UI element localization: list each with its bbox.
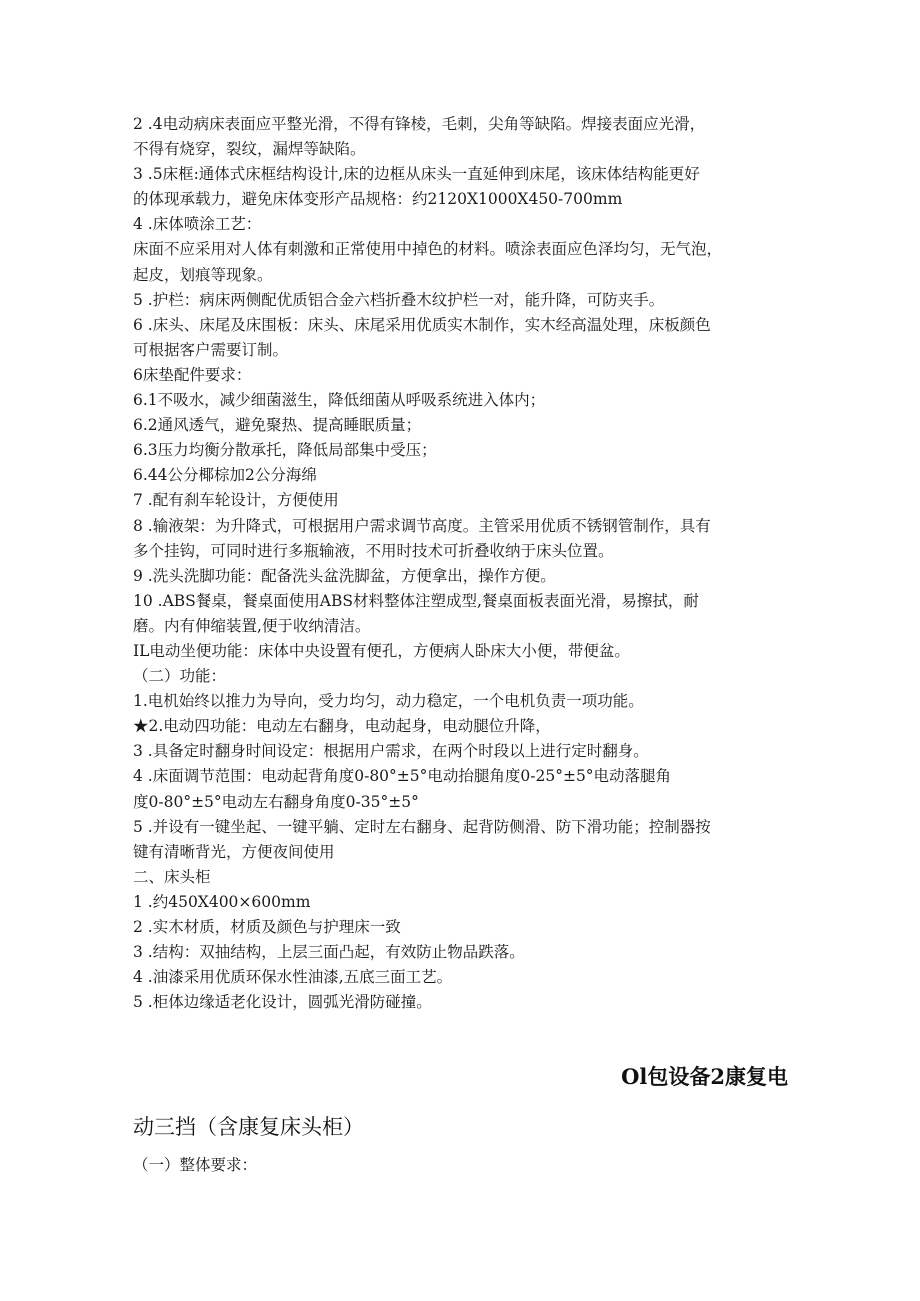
text-line: 2 .4电动病床表面应平整光滑，不得有锋棱，毛刺，尖角等缺陷。焊接表面应光滑， xyxy=(133,115,706,133)
text-line: 磨。内有伸缩装置,便于收纳清洁。 xyxy=(133,616,371,635)
text-line: 度0-80°±5°电动左右翻身角度0-35°±5° xyxy=(133,792,419,811)
text-line: 多个挂钩，可同时进行多瓶输液，不用时技术可折叠收纳于床头位置。 xyxy=(133,541,614,560)
text-line: 8 .输液架：为升降式，可根据用户需求调节高度。主管采用优质不锈钢管制作，具有 xyxy=(133,516,711,535)
text-line: 可根据客户需要订制。 xyxy=(133,340,289,359)
text-line: 6.3压力均衡分散承托，降低局部集中受压； xyxy=(133,441,437,460)
text-line: 7 .配有刹车轮设计，方便使用 xyxy=(133,491,339,510)
text-line: （二）功能： xyxy=(133,667,227,686)
text-line: 4 .油漆采用优质环保水性油漆,五底三面工艺。 xyxy=(133,968,453,987)
text-line: 的体现承载力，避免床体变形产品规格：约2120X1000X450-700mm xyxy=(133,190,623,209)
text-line: 1 .约450X400×600mm xyxy=(133,892,311,911)
text-line: 键有清晰背光，方便夜间使用 xyxy=(133,842,335,861)
text-line: ★2.电动四功能：电动左右翻身，电动起身，电动腿位升降， xyxy=(133,717,551,736)
text-line: 9 .洗头洗脚功能：配备洗头盆洗脚盆，方便拿出，操作方便。 xyxy=(133,566,556,585)
text-line: 6 .床头、床尾及床围板：床头、床尾采用优质实木制作，实木经高温处理，床板颜色 xyxy=(133,315,711,334)
text-line: 床面不应采用对人体有刺激和正常使用中掉色的材料。喷涂表面应色泽均匀，无气泡， xyxy=(133,240,723,259)
section-heading-left: 动三挡（含康复床头柜） xyxy=(133,1115,364,1139)
text-line: 3 .具备定时翻身时间设定：根据用户需求，在两个时段以上进行定时翻身。 xyxy=(133,742,649,761)
text-line: 二、床头柜 xyxy=(133,867,211,886)
text-line: 不得有烧穿，裂纹，漏焊等缺陷。 xyxy=(133,140,366,159)
text-line: 5 .护栏：病床两侧配优质铝合金六档折叠木纹护栏一对，能升降，可防夹手。 xyxy=(133,290,665,309)
text-line: 3 .结构：双抽结构，上层三面凸起，有效防止物品跌落。 xyxy=(133,943,525,962)
text-line: 4 .床体喷涂工艺： xyxy=(133,215,262,234)
text-line: 6.44公分椰棕加2公分海绵 xyxy=(133,466,317,485)
text-line: 3 .5床框:通体式床框结构设计,床的边框从床头一直延伸到床尾，该床体结构能更好 xyxy=(133,165,700,184)
text-line: 6.1不吸水，减少细菌滋生，降低细菌从呼吸系统进入体内； xyxy=(133,391,546,410)
text-line: 5 .柜体边缘适老化设计，圆弧光滑防碰撞。 xyxy=(133,993,432,1012)
text-line: 1.电机始终以推力为导向，受力均匀，动力稳定，一个电机负责一项功能。 xyxy=(133,692,644,711)
text-line: 4 .床面调节范围：电动起背角度0-80°±5°电动抬腿角度0-25°±5°电动落腿角 xyxy=(133,767,672,786)
section-heading-right: Ol包设备2康复电 xyxy=(621,1064,788,1089)
text-line: 10 .ABS餐桌，餐桌面使用ABS材料整体注塑成型,餐桌面板表面光滑，易擦拭，耐 xyxy=(133,591,699,610)
sub-heading: （一）整体要求： xyxy=(133,1156,258,1174)
text-line: 5 .并设有一键坐起、一键平躺、定时左右翻身、起背防侧滑、防下滑功能；控制器按 xyxy=(133,817,711,836)
text-line: 2 .实木材质，材质及颜色与护理床一致 xyxy=(133,918,401,936)
document-body xyxy=(133,112,788,1015)
text-line: 6.2通风透气，避免聚热、提高睡眠质量； xyxy=(133,416,422,435)
text-line: 起皮，划痕等现象。 xyxy=(133,265,273,284)
text-line: 6床垫配件要求： xyxy=(133,365,252,384)
text-line: IL电动坐便功能：床体中央设置有便孔，方便病人卧床大小便，带便盆。 xyxy=(133,641,630,660)
